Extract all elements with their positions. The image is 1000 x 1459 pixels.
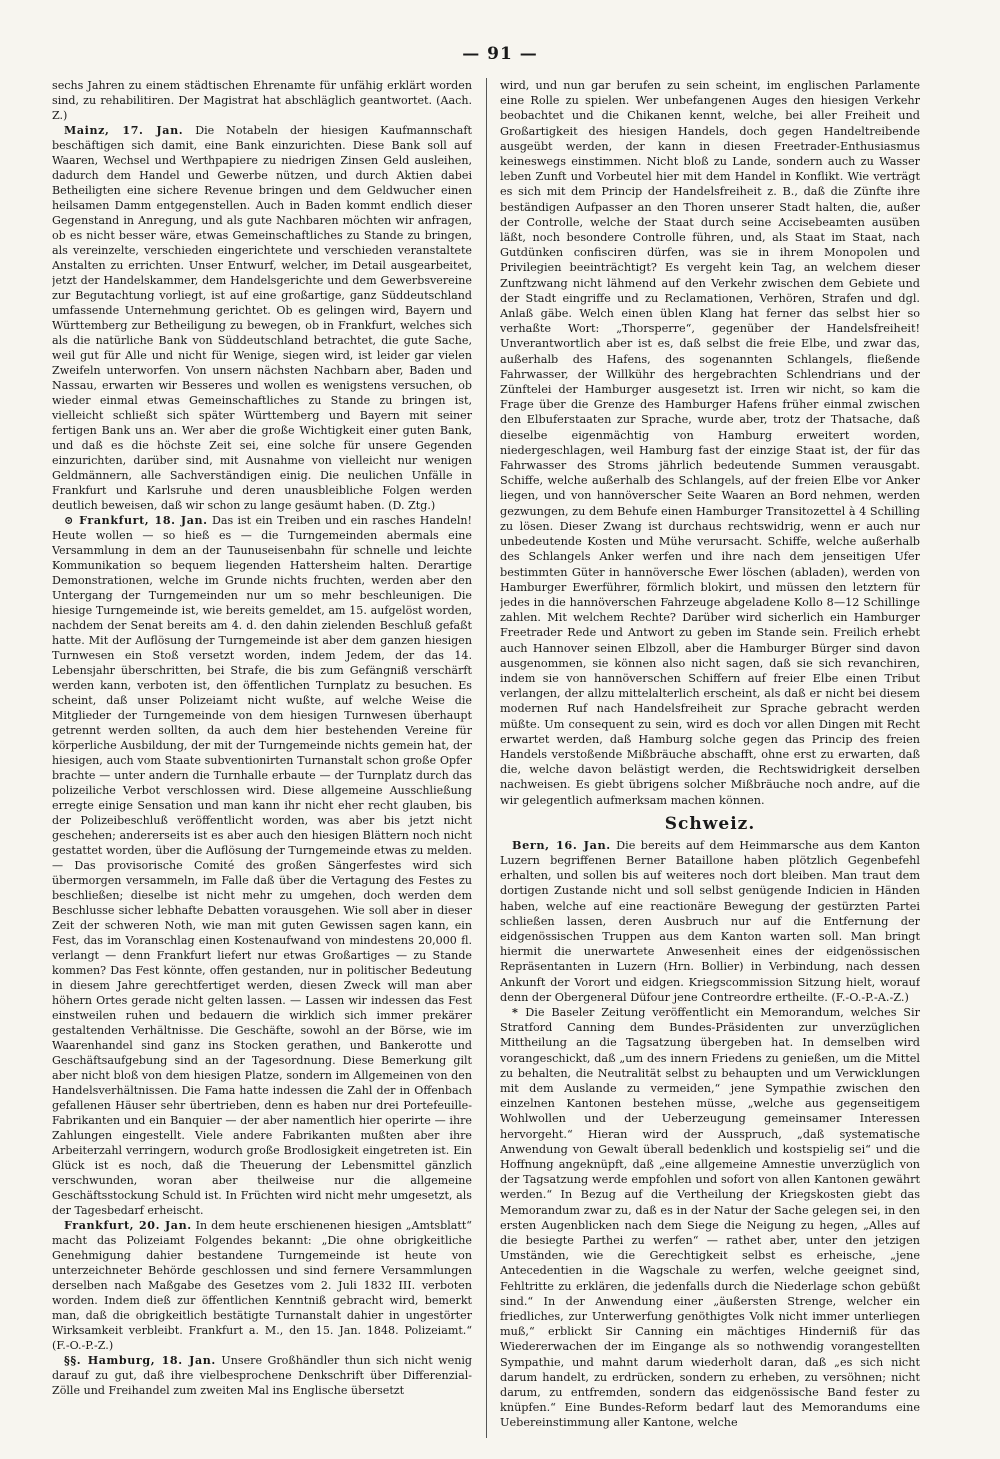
article-dateline: ⊙ Frankfurt, 18. Jan. — [64, 514, 208, 527]
article-paragraph — [500, 78, 920, 808]
left-column — [52, 78, 472, 1438]
article-dateline: * — [512, 1004, 519, 1019]
article-paragraph — [52, 123, 472, 513]
article-paragraph — [52, 1353, 472, 1398]
article-dateline: Frankfurt, 20. Jan. — [64, 1219, 192, 1232]
article-text: wird, und nun gar berufen zu sein scheint, im englischen Parlamente eine Rolle zu spielen. Wer unbefangenen Auges den hiesigen Verkehr beobachtet und die Chikanen kennt, welche, bei aller Freiheit und Großartigkeit des hiesigen Handels, doch gegen Handeltreibende ausgeübt werden, der kann in diesen Freetrader-Enthusiasmus keineswegs einstimmen. Nicht bloß zu Lande, sondern auch zu Wasser leben Zunft und Vorbeutel hier mit dem Handel in Konflikt. Wie verträgt es sich mit dem Princip der Handelsfreiheit z. B., daß die Zünfte ihre beständigen Aufpasser an den Thoren unserer Stadt halten, die, außer der Controlle, welche der Staat durch seine Accisebeamten ausüben läßt, noch besondere Controlle führen, und, als Staat im Staat, nach Gutdünken confisciren dürfen, was sie in ihrem Monopolen und Privilegien beeinträchtigt? Es vergeht kein Tag, an welchem dieser Zunftzwang nicht lähmend auf den Verkehr zwischen dem Gebiete und der Stadt eingriffe und zu Reclamationen, Verhören, Strafen und dgl. Anlaß gäbe. Welch einen üblen Klang hat ferner das selbst hier so verhaßte Wort: „Thorsperre“, gegenüber der Handelsfreiheit! Unverantwortlich aber ist es, daß selbst die freie Elbe, und zwar das, außerhalb des Hafens, des sogenannten Schlangels, fließende Fahrwasser, der Willkühr des hergebrachten Schlendrians und der Zünftelei der Hamburger ausgesetzt ist. Irren wir nicht, so kam die Frage über die Grenze des Hamburger Hafens früher einmal zwischen den Elbuferstaaten zur Sprache, wurde aber, trotz der Thatsache, daß dieselbe eigenmächtig von Hamburg erweitert worden, niedergeschlagen, weil Hamburg fast der einzige Staat ist, der für das Fahrwasser des Stroms jährlich bedeutende Summen verausgabt. Schiffe, welche außerhalb des Schlangels, auf der freien Elbe vor Anker liegen, und von hannöverscher Seite Waaren an Bord nehmen, werden gezwungen, zu dem Behufe einen Hamburger Transitozettel à 4 Schilling zu lösen. Dieser Zwang ist durchaus rechtswidrig, wenn er auch nur unbedeutende Kosten und Mühe verursacht. Schiffe, welche außerhalb des Schlangels Anker werfen und ihre nach dem jenseitigen Ufer bestimmten Güter in hannöversche Ewer löschen (abladen), werden von Hamburger Ewerführer, förmlich blokirt, und müssen den letztern für jedes in die hannöverschen Fahrzeuge abgeladene Kollo 8—12 Schillinge zahlen. Mit welchem Rechte? Darüber wird sicherlich ein Hamburger Freetrader Rede und Antwort zu geben im Stande sein. Freilich erhebt auch Hannover seinen Elbzoll, aber die Hamburger Bürger sind davon ausgenommen, sie können also nicht sagen, daß sie sich revanchiren, indem sie von hannöverschen Schiffern auf freier Elbe einen Tribut verlangen, der allzu mittelalterlich erscheint, als daß er nicht bei diesem modernen Ruf nach Handelsfreiheit zur Sprache gebracht werden müßte. Um consequent zu sein, wird es doch vor allen Dingen mit Recht erwartet werden, daß Hamburg solche gegen das Princip des freien Handels verstoßende Mißbräuche abschafft, ohne erst zu erwarten, daß die, welche davon belästigt werden, die Rechtswidrigkeit derselben nachweisen. Es giebt übrigens solcher Mißbräuche noch andre, auf die wir gelegentlich aufmerksam machen können. — [500, 79, 920, 807]
article-paragraph — [52, 513, 472, 1218]
article-paragraph — [500, 1005, 920, 1431]
article-dateline: Mainz, 17. Jan. — [64, 124, 184, 137]
article-text: sechs Jahren zu einem städtischen Ehrenamte für unfähig erklärt worden sind, zu rehabilitiren. Der Magistrat hat abschläglich geantwortet. (Aach. Z.) — [52, 79, 472, 122]
article-paragraph — [500, 838, 920, 1005]
article-text: Die bereits auf dem Heimmarsche aus dem Kanton Luzern begriffenen Berner Bataillone haben plötzlich Gegenbefehl erhalten, und sollen bis auf weiteres noch dort bleiben. Man traut dem dortigen Zustande nicht und soll selbst genügende Indicien in Händen haben, welche auf eine reactionäre Bewegung der gestürzten Partei schließen lassen, deren Ausbruch nur auf die Entfernung der eidgenössischen Truppen aus dem Kanton warten soll. Man bringt hiermit die unerwartete Anwesenheit eines der eidgenössischen Repräsentanten in Luzern (Hrn. Bollier) in Verbindung, nach dessen Ankunft der Vorort und eidgen. Kriegscommission Sitzung hielt, worauf denn der Obergeneral Düfour jene Contreordre ertheilte. (F.-O.-P.-A.-Z.) — [500, 838, 920, 1004]
article-text: Das ist ein Treiben und ein rasches Handeln! Heute wollen — so hieß es — die Turngemeinden abermals eine Versammlung in dem an der Taunuseisenbahn für schnelle und leichte Kommunikation so bequem liegenden Hattersheim halten. Derartige Demonstrationen, welche im Grunde nichts fruchten, werden aber den Untergang der Turngemeinden nur um so mehr beschleunigen. Die hiesige Turngemeinde ist, wie bereits gemeldet, am 15. aufgelöst worden, nachdem der Senat bereits am 4. d. den dahin zielenden Beschluß gefaßt hatte. Mit der Auflösung der Turngemeinde ist aber dem ganzen hiesigen Turnwesen ein Stoß versetzt worden, indem Jedem, der das 14. Lebensjahr überschritten, bei Strafe, die bis zum Gefängniß verschärft werden kann, verboten ist, den öffentlichen Turnplatz zu besuchen. Es scheint, daß unser Polizeiamt nicht wußte, auf welche Weise die Mitglieder der Turngemeinde von dem hiesigen Turnwesen überhaupt getrennt werden sollten, da auch dem hier bestehenden Vereine für körperliche Ausbildung, der mit der Turngemeinde nichts gemein hat, der hiesigen, auch vom Staate subventionirten Turnanstalt schon große Opfer brachte — unter andern die Turnhalle erbaute — der Turnplatz durch das polizeiliche Verbot verschlossen wird. Diese allgemeine Ausschließung erregte einige Sensation und man kann ihr nicht eher recht glauben, bis der Polizeibeschluß veröffentlicht worden, was aber bis jetzt nicht geschehen; andererseits ist es aber auch den hiesigen Blättern noch nicht gestattet worden, über die Auflösung der Turngemeinde etwas zu melden. — Das provisorische Comité des großen Sängerfestes wird sich übermorgen versammeln, im Falle daß über die Vertagung des Festes zu beschließen; dieselbe ist nicht mehr zu umgehen, doch werden dem Beschlusse sicher lebhafte Debatten vorausgehen. Wie soll aber in dieser Zeit der schweren Noth, wie man mit guten Gewissen sagen kann, ein Fest, das im Voranschlag einen Kostenaufwand von mindestens 20,000 fl. verlangt — denn Frankfurt liefert nur etwas Großartiges — zu Stande kommen? Das Fest könnte, offen gestanden, nur in politischer Bedeutung in diesem Jahre gerechtfertiget werden, diesen Zweck will man aber höhern Ortes gerade nicht gelten lassen. — Lassen wir indessen das Fest einstweilen ruhen und bedauern die wirklich sich immer prekärer gestaltenden Verhältnisse. Die Geschäfte, sowohl an der Börse, wie im Waarenhandel sind ganz ins Stocken gerathen, und Bankerotte und Geschäftsaufgebung sind an der Tagesordnung. Diese Bemerkung gilt aber nicht bloß von dem hiesigen Platze, sondern im Allgemeinen von den Handelsverhältnissen. Die Fama hatte indessen die Zahl der in Offenbach gefallenen Häuser sehr übertrieben, denn es haben nur drei Portefeuille-Fabrikanten und ein Banquier — der aber namentlich hier operirte — ihre Zahlungen eingestellt. Viele andere Fabrikanten mußten aber ihre Arbeiterzahl verringern, wodurch große Brodlosigkeit eingetreten ist. Ein Glück ist es noch, daß die Theuerung der Lebensmittel gänzlich verschwunden, woran aber theilweise nur die allgemeine Geschäftsstockung Schuld ist. In Früchten wird nicht mehr umgesetzt, als der Tagesbedarf erheischt. — [52, 514, 472, 1217]
column-divider — [486, 78, 487, 1438]
section-heading: Schweiz. — [664, 813, 756, 834]
article-dateline: §§. Hamburg, 18. Jan. — [64, 1354, 216, 1367]
article-text: Die Baseler Zeitung veröffentlicht ein Memorandum, welches Sir Stratford Canning dem Bundes-Präsidenten zur unverzüglichen Mittheilung an die Tagsatzung übergeben hat. In demselben wird vorangeschickt, daß „um des innern Friedens zu genießen, um die Mittel zu behalten, die Neutralität selbst zu behaupten und um Verwicklungen mit dem Auslande zu vermeiden,“ jene Sympathie zwischen den einzelnen Kantonen bestehen müsse, „welche aus gegenseitigem Wohlwollen und der Ueberzeugung gemeinsamer Interessen hervorgeht.“ Hieran wird der Ausspruch, „daß systematische Anwendung von Gewalt überall bedenklich und kostspielig sei“ und die Hoffnung angeknüpft, daß „eine allgemeine Amnestie unverzüglich von der Tagsatzung werde empfohlen und sofort von allen Kantonen gewährt werden.“ In Bezug auf die Vertheilung der Kriegskosten giebt das Memorandum zwar zu, daß es in der Natur der Sache gelegen sei, in den ersten Augenblicken nach dem Siege die Neigung zu hegen, „Alles auf die besiegte Parthei zu werfen“ — rathet aber, unter den jetzigen Umständen, wie die Gerechtigkeit selbst es erheische, „jene Antecedentien in die Wagschale zu werfen, welche geeignet sind, Fehltritte zu erklären, die jedenfalls durch die Niederlage schon gebüßt sind.“ In der Anwendung einer „äußersten Strenge, welcher ein friedliches, zur Unterwerfung genöthigtes Volk nicht immer unterliegen muß,“ erblickt Sir Canning ein mächtiges Hinderniß für das Wiedererwachen der im Eingange als so nothwendig vorangestellten Sympathie, und mahnt darum wiederholt daran, daß „es sich nicht darum handelt, zu erdrücken, sondern zu erheben, zu versöhnen; nicht darum, zu entfremden, sondern das eidgenössische Band fester zu knüpfen.“ Eine Bundes-Reform bedarf laut des Memorandums eine Uebereinstimmung aller Kantone, welche — [500, 1005, 920, 1430]
page-number: — 91 — — [462, 44, 538, 64]
article-dateline: Bern, 16. Jan. — [512, 837, 611, 852]
article-paragraph — [52, 78, 472, 123]
article-paragraph — [52, 1218, 472, 1353]
article-text: Unsere Großhändler thun sich nicht wenig darauf zu gut, daß ihre vielbesprochene Denkschrift über Differenzial-Zölle und Freihandel zum zweiten Mal ins Englische übersetzt — [52, 1354, 472, 1397]
article-text: Die Notabeln der hiesigen Kaufmannschaft beschäftigen sich damit, eine Bank einzurichten. Diese Bank soll auf Waaren, Wechsel und Werthpapiere zu niedrigen Zinsen Geld ausleihen, dadurch dem Handel und Gewerbe nützen, und durch Aktien dabei Betheiligten eine sichere Revenue bringen und dem Geldwucher einen heilsamen Damm entgegenstellen. Auch in Baden kommt endlich dieser Gegenstand in Anregung, und als gute Nachbaren möchten wir anfragen, ob es nicht besser wäre, etwas Gemeinschaftliches zu Stande zu bringen, als vereinzelte, verschieden eingerichtete und verschieden veranstaltete Anstalten zu errichten. Unser Entwurf, welcher, im Detail ausgearbeitet, jetzt der Handelskammer, dem Handelsgerichte und dem Gewerbsvereine zur Begutachtung vorliegt, ist auf eine großartige, ganz Süddeutschland umfassende Unternehmung gerichtet. Ob es gelingen wird, Bayern und Württemberg zur Betheiligung zu bewegen, ob in Frankfurt, welches sich als die natürliche Bank von Süddeutschland betrachtet, die gute Sache, weil gut für Alle und nicht für Wenige, siegen wird, ist leider gar vielen Zweifeln unterworfen. Von unsern nächsten Nachbarn aber, Baden und Nassau, erwarten wir Besseres und wollen es wenigstens versuchen, ob wieder einmal etwas Gemeinschaftliches zu Stande zu bringen ist, vielleicht schließt sich später Württemberg und Bayern mit seiner fertigen Bank uns an. Wer aber die große Wichtigkeit einer guten Bank, und daß es die höchste Zeit sei, eine solche für unsere Gegenden einzurichten, darüber sind, mit Ausnahme von vielleicht nur wenigen Geldmännern, alle Sachverständigen einig. Die neulichen Unfälle in Frankfurt und Karlsruhe und deren unausbleibliche Folgen werden deutlich beweisen, daß wir schon zu lange gesäumt haben. (D. Ztg.) — [52, 124, 472, 512]
right-column — [500, 78, 920, 1438]
article-text: In dem heute erschienenen hiesigen „Amtsblatt“ macht das Polizeiamt Folgendes bekannt: „Die ohne obrigkeitliche Genehmigung dahier bestandene Turngemeinde ist heute von unterzeichneter Behörde geschlossen und sind fernere Versammlungen derselben nach Maßgabe des Gesetzes vom 2. Juli 1832 III. verboten worden. Indem dieß zur öffentlichen Kenntniß gebracht wird, bemerkt man, daß die obrigkeitlich bestätigte Turnanstalt dahier in ungestörter Wirksamkeit verbleibt. Frankfurt a. M., den 15. Jan. 1848. Polizeiamt.“ (F.-O.-P.-Z.) — [52, 1219, 472, 1352]
